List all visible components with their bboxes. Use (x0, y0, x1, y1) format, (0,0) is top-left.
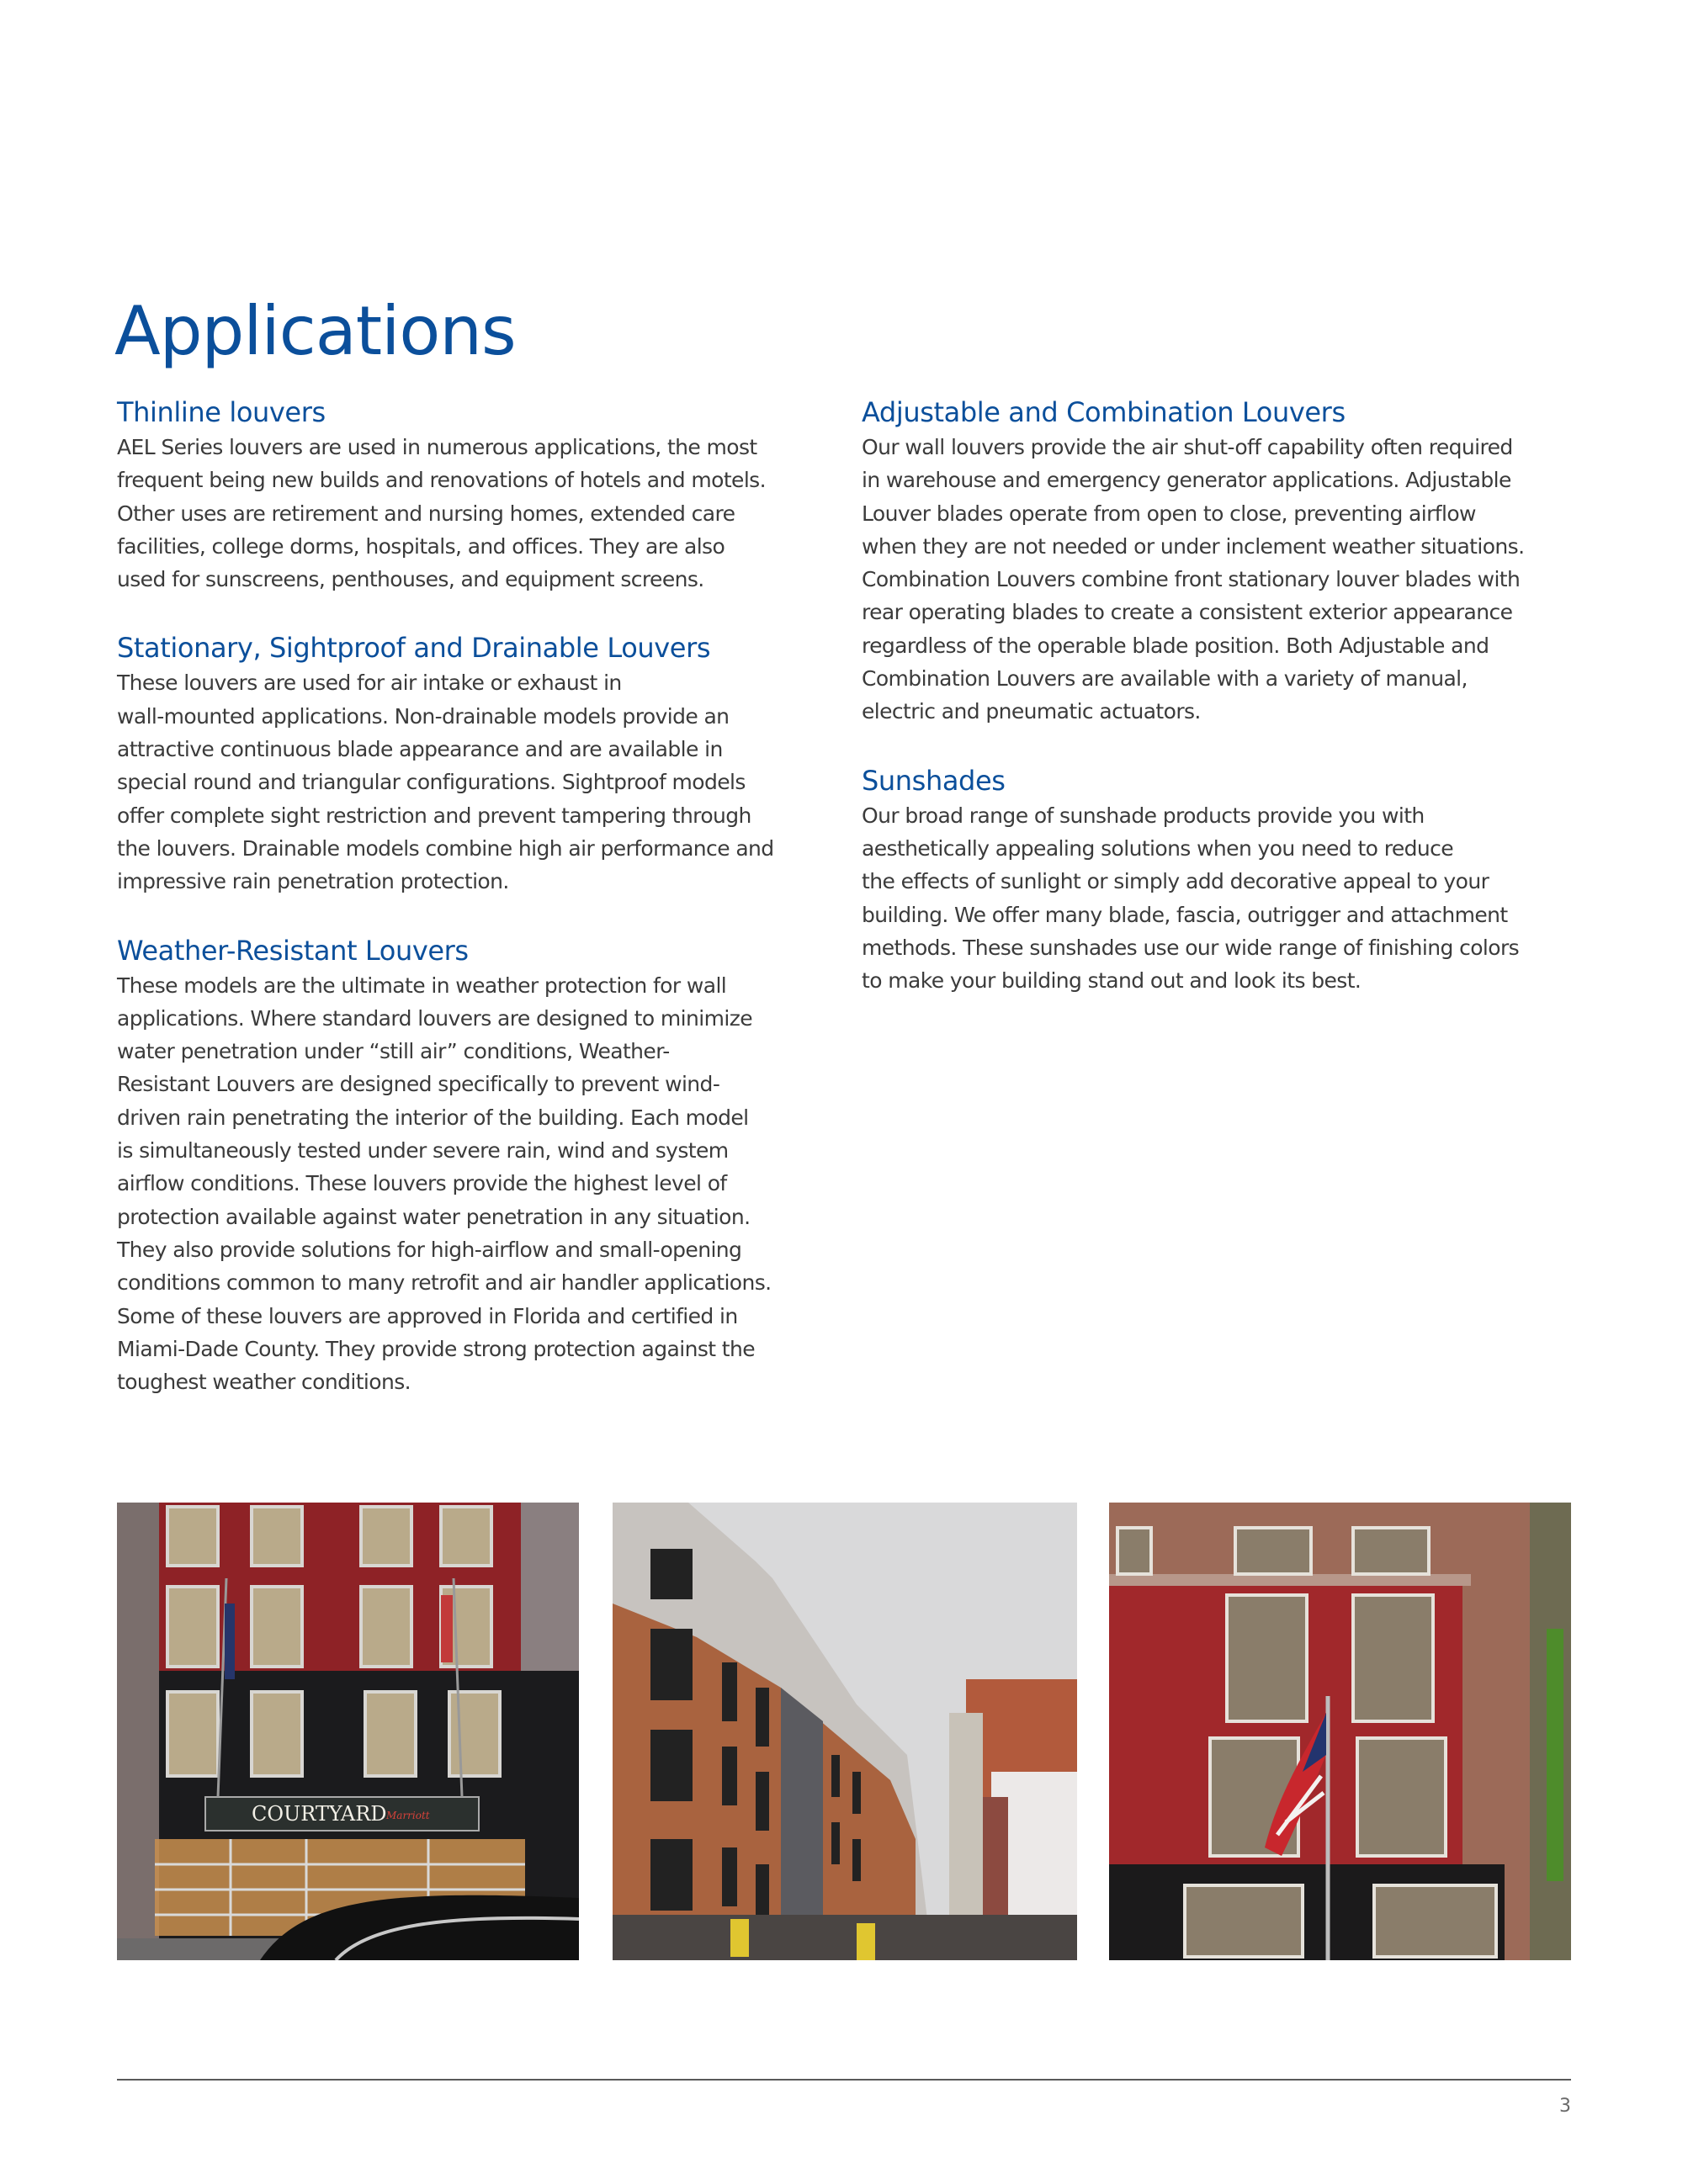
section-heading: Stationary, Sightproof and Drainable Louvers (117, 632, 711, 665)
section-weather-resistant-louvers (117, 932, 832, 1399)
section-body: These models are the ultimate in weather protection for wall applications. Where standard louvers are designed to minimize water penetration under “still air” conditions, Weather- Resistant Louvers are designed specifically to prevent wind- driven rain penetrating the interior of the building. Each model is simultaneously tested under severe rain, wind and system airflow conditions. These louvers provide the highest level of protection available against water penetration in any situation. They also provide solutions for high-airflow and small-opening conditions common to many retrofit and air handler applications. Some of these louvers are approved in Florida and certified in Miami-Dade County. They provide strong protection against the toughest weather conditions. (117, 973, 772, 1395)
section-body: AEL Series louvers are used in numerous applications, the most frequent being new builds and renovations of hotels and motels. Other uses are retirement and nursing homes, extended care facilities, college dorms, hospitals, and offices. They are also used for sunscreens, penthouses, and equipment screens. (117, 435, 766, 592)
section-body: These louvers are used for air intake or exhaust in wall-mounted applications. Non-drainable models provide an attractive continuous blade appearance and are available in special round and triangular configurations. Sightproof models offer complete sight restriction and prevent tampering through the louvers. Drainable models combine high air performance and impressive rain penetration protection. (117, 671, 774, 894)
section-body: Our wall louvers provide the air shut-off capability often required in warehouse and emergency generator applications. Adjustable Louver blades operate from open to close, preventing airflow when they are not needed or under inclement weather situations. Combination Louvers combine front stationary louver blades with rear operating blades to create a consistent exterior appearance regardless of the operable blade position. Both Adjustable and Combination Louvers are available with a variety of manual, electric and pneumatic actuators. (862, 435, 1525, 724)
section-stationary-louvers (117, 629, 832, 898)
photo-courtyard-hotel (117, 1503, 579, 1960)
section-body: Our broad range of sunshade products provide you with aesthetically appealing solutions when you need to reduce the effects of sunlight or simply add decorative appeal to your building. We offer many blade, fascia, outrigger and attachment methods. These sunshades use our wide range of finishing colors to make your building stand out and look its best. (862, 803, 1520, 994)
svg-text:Marriott: Marriott (386, 1810, 430, 1821)
right-column (862, 394, 1577, 1031)
footer-divider (117, 2079, 1571, 2081)
section-heading: Thinline louvers (117, 396, 326, 428)
svg-text:COURTYARD: COURTYARD (252, 1802, 387, 1826)
section-heading: Sunshades (862, 764, 1006, 797)
page-title: Applications (114, 292, 516, 370)
section-adjustable-combination-louvers (862, 394, 1577, 729)
left-column (117, 394, 832, 1432)
photo-brick-apartments (613, 1503, 1077, 1960)
section-sunshades (862, 762, 1577, 998)
section-heading: Adjustable and Combination Louvers (862, 396, 1346, 428)
section-thinline-louvers (117, 394, 832, 596)
photo-red-facade-flag (1109, 1503, 1571, 1960)
section-heading: Weather-Resistant Louvers (117, 934, 469, 967)
page-number: 3 (1559, 2096, 1571, 2117)
